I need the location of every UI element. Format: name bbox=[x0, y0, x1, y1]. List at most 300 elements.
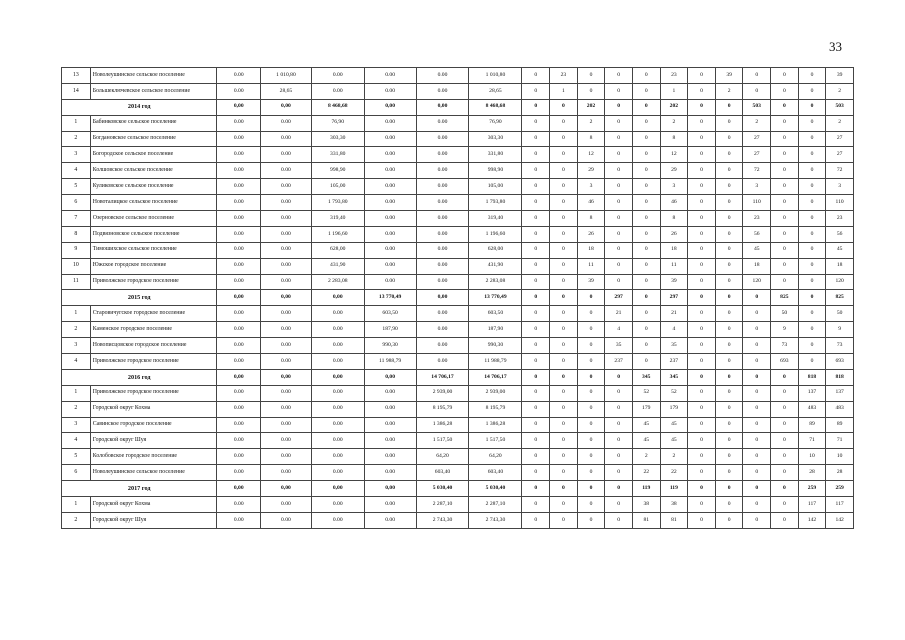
settlement-name: Бабинковское сельское поселение bbox=[90, 115, 217, 131]
value-cell: 0 bbox=[550, 242, 578, 258]
row-number: 1 bbox=[62, 385, 91, 401]
value-cell: 0 bbox=[715, 401, 743, 417]
value-cell: 0 bbox=[577, 497, 605, 513]
value-cell: 38 bbox=[632, 497, 660, 513]
value-cell: 503 bbox=[826, 99, 854, 115]
value-cell: 0 bbox=[522, 354, 550, 370]
value-cell: 0 bbox=[550, 433, 578, 449]
value-cell: 0.00 bbox=[261, 385, 312, 401]
value-cell: 119 bbox=[632, 481, 660, 497]
value-cell: 18 bbox=[660, 242, 688, 258]
table-row bbox=[62, 417, 854, 433]
value-cell: 0.00 bbox=[217, 83, 261, 99]
value-cell: 0.00 bbox=[261, 465, 312, 481]
value-cell: 22 bbox=[660, 465, 688, 481]
value-cell: 331,80 bbox=[311, 147, 364, 163]
value-cell: 0 bbox=[715, 369, 743, 385]
settlement-name: Новописцовское городское поселение bbox=[90, 338, 217, 354]
value-cell: 0.00 bbox=[261, 512, 312, 528]
value-cell: 0 bbox=[798, 290, 826, 306]
value-cell: 0 bbox=[605, 211, 633, 227]
value-cell: 12 bbox=[660, 147, 688, 163]
table-row bbox=[62, 274, 854, 290]
value-cell: 0 bbox=[771, 465, 799, 481]
value-cell: 0 bbox=[522, 115, 550, 131]
value-cell: 0,00 bbox=[261, 99, 312, 115]
value-cell: 0 bbox=[688, 290, 716, 306]
value-cell: 998,90 bbox=[311, 163, 364, 179]
value-cell: 0 bbox=[522, 322, 550, 338]
value-cell: 0 bbox=[550, 258, 578, 274]
value-cell: 2 bbox=[826, 115, 854, 131]
value-cell: 990,30 bbox=[364, 338, 416, 354]
value-cell: 0.00 bbox=[311, 433, 364, 449]
value-cell: 0 bbox=[550, 369, 578, 385]
value-cell: 0 bbox=[632, 258, 660, 274]
table-row bbox=[62, 433, 854, 449]
value-cell: 8 bbox=[577, 211, 605, 227]
value-cell: 0 bbox=[771, 385, 799, 401]
value-cell: 0 bbox=[688, 449, 716, 465]
value-cell: 27 bbox=[826, 131, 854, 147]
value-cell: 345 bbox=[632, 369, 660, 385]
value-cell: 0.00 bbox=[217, 258, 261, 274]
value-cell: 0 bbox=[550, 195, 578, 211]
value-cell: 0 bbox=[550, 401, 578, 417]
row-number: 14 bbox=[62, 83, 91, 99]
value-cell: 0 bbox=[688, 322, 716, 338]
value-cell: 0 bbox=[743, 83, 771, 99]
value-cell: 14 706,17 bbox=[416, 369, 469, 385]
value-cell: 603,40 bbox=[416, 465, 469, 481]
value-cell: 0 bbox=[522, 274, 550, 290]
value-cell: 0 bbox=[522, 242, 550, 258]
value-cell: 0 bbox=[605, 465, 633, 481]
table-row bbox=[62, 147, 854, 163]
value-cell: 0.00 bbox=[364, 274, 416, 290]
row-number: 3 bbox=[62, 417, 91, 433]
value-cell: 0.00 bbox=[217, 497, 261, 513]
value-cell: 0 bbox=[688, 481, 716, 497]
value-cell: 179 bbox=[632, 401, 660, 417]
value-cell: 0 bbox=[688, 226, 716, 242]
value-cell: 0 bbox=[550, 354, 578, 370]
value-cell: 0 bbox=[743, 290, 771, 306]
value-cell: 0.00 bbox=[261, 497, 312, 513]
value-cell: 35 bbox=[605, 338, 633, 354]
value-cell: 0 bbox=[715, 306, 743, 322]
value-cell: 105,00 bbox=[311, 179, 364, 195]
value-cell: 0 bbox=[550, 481, 578, 497]
value-cell: 0 bbox=[688, 433, 716, 449]
value-cell: 137 bbox=[826, 385, 854, 401]
value-cell: 45 bbox=[660, 433, 688, 449]
value-cell: 8 195,79 bbox=[469, 401, 522, 417]
value-cell: 0.00 bbox=[416, 306, 469, 322]
value-cell: 18 bbox=[577, 242, 605, 258]
value-cell: 39 bbox=[826, 68, 854, 84]
value-cell: 27 bbox=[743, 131, 771, 147]
value-cell: 0 bbox=[743, 369, 771, 385]
value-cell: 0.00 bbox=[364, 512, 416, 528]
year-label: 2016 год bbox=[62, 369, 217, 385]
value-cell: 0 bbox=[522, 449, 550, 465]
value-cell: 0.00 bbox=[311, 338, 364, 354]
value-cell: 0 bbox=[632, 179, 660, 195]
table-row bbox=[62, 322, 854, 338]
value-cell: 27 bbox=[826, 147, 854, 163]
value-cell: 0 bbox=[771, 163, 799, 179]
table-row bbox=[62, 465, 854, 481]
value-cell: 0 bbox=[688, 131, 716, 147]
value-cell: 0.00 bbox=[217, 322, 261, 338]
value-cell: 0 bbox=[771, 226, 799, 242]
value-cell: 0 bbox=[771, 433, 799, 449]
value-cell: 0 bbox=[632, 211, 660, 227]
value-cell: 0 bbox=[771, 401, 799, 417]
value-cell: 0 bbox=[771, 481, 799, 497]
value-cell: 0.00 bbox=[261, 401, 312, 417]
value-cell: 0,00 bbox=[364, 99, 416, 115]
settlement-name: Новолеушинское сельское поселение bbox=[90, 68, 217, 84]
value-cell: 0.00 bbox=[217, 354, 261, 370]
value-cell: 0,00 bbox=[416, 290, 469, 306]
row-number: 7 bbox=[62, 211, 91, 227]
value-cell: 1 386,28 bbox=[416, 417, 469, 433]
value-cell: 0 bbox=[522, 417, 550, 433]
table-body bbox=[62, 68, 854, 529]
value-cell: 0 bbox=[522, 401, 550, 417]
value-cell: 89 bbox=[826, 417, 854, 433]
value-cell: 0.00 bbox=[261, 274, 312, 290]
value-cell: 39 bbox=[577, 274, 605, 290]
value-cell: 0.00 bbox=[311, 306, 364, 322]
value-cell: 0.00 bbox=[364, 147, 416, 163]
value-cell: 0 bbox=[798, 274, 826, 290]
settlement-name: Новолеушинское сельское поселение bbox=[90, 465, 217, 481]
value-cell: 0 bbox=[605, 147, 633, 163]
value-cell: 0 bbox=[715, 115, 743, 131]
value-cell: 0.00 bbox=[364, 465, 416, 481]
value-cell: 303,30 bbox=[311, 131, 364, 147]
value-cell: 0 bbox=[771, 211, 799, 227]
value-cell: 187,90 bbox=[469, 322, 522, 338]
value-cell: 3 bbox=[577, 179, 605, 195]
value-cell: 1 793,80 bbox=[469, 195, 522, 211]
value-cell: 0 bbox=[798, 99, 826, 115]
value-cell: 0 bbox=[688, 163, 716, 179]
value-cell: 0.00 bbox=[416, 83, 469, 99]
value-cell: 0.00 bbox=[261, 449, 312, 465]
value-cell: 0.00 bbox=[261, 433, 312, 449]
value-cell: 0 bbox=[715, 433, 743, 449]
value-cell: 0 bbox=[688, 258, 716, 274]
value-cell: 73 bbox=[826, 338, 854, 354]
value-cell: 9 bbox=[771, 322, 799, 338]
value-cell: 0.00 bbox=[217, 385, 261, 401]
value-cell: 998,90 bbox=[469, 163, 522, 179]
value-cell: 0 bbox=[715, 497, 743, 513]
value-cell: 0 bbox=[632, 195, 660, 211]
row-number: 5 bbox=[62, 449, 91, 465]
value-cell: 0 bbox=[632, 274, 660, 290]
value-cell: 0.00 bbox=[364, 226, 416, 242]
table-row bbox=[62, 163, 854, 179]
value-cell: 202 bbox=[577, 99, 605, 115]
table-row bbox=[62, 68, 854, 84]
value-cell: 45 bbox=[660, 417, 688, 433]
value-cell: 0 bbox=[605, 179, 633, 195]
value-cell: 0 bbox=[688, 369, 716, 385]
value-cell: 0 bbox=[605, 163, 633, 179]
value-cell: 0 bbox=[771, 131, 799, 147]
year-total-row bbox=[62, 290, 854, 306]
value-cell: 119 bbox=[660, 481, 688, 497]
value-cell: 89 bbox=[798, 417, 826, 433]
table-row bbox=[62, 354, 854, 370]
value-cell: 0.00 bbox=[261, 417, 312, 433]
value-cell: 0 bbox=[743, 465, 771, 481]
value-cell: 0 bbox=[605, 131, 633, 147]
value-cell: 72 bbox=[826, 163, 854, 179]
value-cell: 0 bbox=[550, 338, 578, 354]
value-cell: 0 bbox=[743, 338, 771, 354]
value-cell: 483 bbox=[798, 401, 826, 417]
value-cell: 0 bbox=[577, 481, 605, 497]
value-cell: 0.00 bbox=[261, 163, 312, 179]
value-cell: 0 bbox=[550, 211, 578, 227]
value-cell: 0 bbox=[605, 401, 633, 417]
table-row bbox=[62, 338, 854, 354]
value-cell: 0 bbox=[605, 226, 633, 242]
row-number: 13 bbox=[62, 68, 91, 84]
value-cell: 46 bbox=[577, 195, 605, 211]
value-cell: 303,30 bbox=[469, 131, 522, 147]
value-cell: 0 bbox=[522, 131, 550, 147]
value-cell: 0 bbox=[522, 83, 550, 99]
value-cell: 0 bbox=[605, 417, 633, 433]
value-cell: 0 bbox=[688, 354, 716, 370]
value-cell: 0 bbox=[771, 83, 799, 99]
table-row bbox=[62, 497, 854, 513]
value-cell: 0 bbox=[550, 274, 578, 290]
value-cell: 0 bbox=[688, 99, 716, 115]
value-cell: 23 bbox=[660, 68, 688, 84]
value-cell: 603,50 bbox=[469, 306, 522, 322]
value-cell: 0 bbox=[577, 433, 605, 449]
value-cell: 0.00 bbox=[311, 449, 364, 465]
value-cell: 0 bbox=[550, 449, 578, 465]
value-cell: 38 bbox=[660, 497, 688, 513]
value-cell: 818 bbox=[798, 369, 826, 385]
value-cell: 0 bbox=[550, 131, 578, 147]
value-cell: 0,00 bbox=[311, 369, 364, 385]
value-cell: 0 bbox=[632, 290, 660, 306]
value-cell: 45 bbox=[743, 242, 771, 258]
settlement-name: Большеключевское сельское поселение bbox=[90, 83, 217, 99]
table-row bbox=[62, 512, 854, 528]
value-cell: 0 bbox=[577, 322, 605, 338]
value-cell: 0,00 bbox=[261, 481, 312, 497]
settlement-name: Приволжское городское поселение bbox=[90, 354, 217, 370]
table-row bbox=[62, 226, 854, 242]
value-cell: 0 bbox=[550, 385, 578, 401]
value-cell: 0.00 bbox=[364, 131, 416, 147]
value-cell: 0 bbox=[743, 401, 771, 417]
row-number: 8 bbox=[62, 226, 91, 242]
value-cell: 8 bbox=[660, 131, 688, 147]
value-cell: 0.00 bbox=[416, 226, 469, 242]
value-cell: 0 bbox=[715, 226, 743, 242]
value-cell: 73 bbox=[771, 338, 799, 354]
value-cell: 0 bbox=[605, 83, 633, 99]
value-cell: 0 bbox=[743, 449, 771, 465]
value-cell: 0 bbox=[605, 68, 633, 84]
value-cell: 0.00 bbox=[217, 401, 261, 417]
value-cell: 0 bbox=[605, 258, 633, 274]
value-cell: 0 bbox=[715, 274, 743, 290]
value-cell: 0 bbox=[771, 115, 799, 131]
row-number: 4 bbox=[62, 163, 91, 179]
value-cell: 0 bbox=[577, 465, 605, 481]
value-cell: 50 bbox=[826, 306, 854, 322]
value-cell: 2 bbox=[743, 115, 771, 131]
value-cell: 0.00 bbox=[217, 433, 261, 449]
value-cell: 105,00 bbox=[469, 179, 522, 195]
value-cell: 0 bbox=[715, 354, 743, 370]
value-cell: 0 bbox=[522, 211, 550, 227]
value-cell: 29 bbox=[577, 163, 605, 179]
value-cell: 0 bbox=[632, 354, 660, 370]
value-cell: 0 bbox=[522, 163, 550, 179]
value-cell: 8 195,79 bbox=[416, 401, 469, 417]
value-cell: 0 bbox=[577, 306, 605, 322]
value-cell: 0 bbox=[771, 242, 799, 258]
year-total-row bbox=[62, 99, 854, 115]
value-cell: 0 bbox=[771, 497, 799, 513]
value-cell: 0 bbox=[632, 83, 660, 99]
value-cell: 0.00 bbox=[261, 338, 312, 354]
value-cell: 0 bbox=[798, 83, 826, 99]
value-cell: 2 bbox=[660, 115, 688, 131]
value-cell: 0.00 bbox=[416, 274, 469, 290]
value-cell: 2 287,10 bbox=[416, 497, 469, 513]
value-cell: 0.00 bbox=[416, 147, 469, 163]
page-number: 33 bbox=[829, 39, 842, 54]
value-cell: 0 bbox=[550, 147, 578, 163]
value-cell: 0.00 bbox=[364, 115, 416, 131]
value-cell: 56 bbox=[826, 226, 854, 242]
value-cell: 0 bbox=[715, 465, 743, 481]
value-cell: 0 bbox=[632, 115, 660, 131]
value-cell: 2 bbox=[826, 83, 854, 99]
row-number: 1 bbox=[62, 497, 91, 513]
value-cell: 0,00 bbox=[261, 290, 312, 306]
value-cell: 110 bbox=[743, 195, 771, 211]
value-cell: 2 283,08 bbox=[469, 274, 522, 290]
value-cell: 603,40 bbox=[469, 465, 522, 481]
value-cell: 1 517,50 bbox=[416, 433, 469, 449]
value-cell: 0.00 bbox=[311, 401, 364, 417]
value-cell: 11 bbox=[577, 258, 605, 274]
value-cell: 0 bbox=[577, 417, 605, 433]
value-cell: 39 bbox=[715, 68, 743, 84]
value-cell: 2 743,30 bbox=[469, 512, 522, 528]
table-row bbox=[62, 83, 854, 99]
value-cell: 319,40 bbox=[469, 211, 522, 227]
value-cell: 0 bbox=[771, 258, 799, 274]
value-cell: 0 bbox=[771, 449, 799, 465]
value-cell: 0 bbox=[577, 512, 605, 528]
value-cell: 0 bbox=[522, 306, 550, 322]
value-cell: 0.00 bbox=[261, 306, 312, 322]
value-cell: 2 939,00 bbox=[469, 385, 522, 401]
value-cell: 0 bbox=[605, 385, 633, 401]
value-cell: 0 bbox=[688, 401, 716, 417]
value-cell: 0.00 bbox=[311, 354, 364, 370]
value-cell: 297 bbox=[605, 290, 633, 306]
value-cell: 187,90 bbox=[364, 322, 416, 338]
value-cell: 0 bbox=[605, 369, 633, 385]
value-cell: 0 bbox=[522, 290, 550, 306]
value-cell: 0 bbox=[550, 226, 578, 242]
row-number: 9 bbox=[62, 242, 91, 258]
value-cell: 0 bbox=[688, 195, 716, 211]
value-cell: 14 706,17 bbox=[469, 369, 522, 385]
settlement-name: Приволжское городское поселение bbox=[90, 385, 217, 401]
value-cell: 237 bbox=[660, 354, 688, 370]
settlement-name: Куликовское сельское поселение bbox=[90, 179, 217, 195]
value-cell: 1 010,80 bbox=[469, 68, 522, 84]
value-cell: 1 196,60 bbox=[469, 226, 522, 242]
value-cell: 9 bbox=[826, 322, 854, 338]
value-cell: 693 bbox=[826, 354, 854, 370]
value-cell: 28,65 bbox=[469, 83, 522, 99]
value-cell: 142 bbox=[798, 512, 826, 528]
value-cell: 0 bbox=[550, 306, 578, 322]
value-cell: 39 bbox=[660, 274, 688, 290]
settlement-name: Колшовское сельское поселение bbox=[90, 163, 217, 179]
value-cell: 8 468,68 bbox=[469, 99, 522, 115]
value-cell: 0.00 bbox=[416, 68, 469, 84]
value-cell: 18 bbox=[743, 258, 771, 274]
value-cell: 0.00 bbox=[416, 322, 469, 338]
value-cell: 52 bbox=[660, 385, 688, 401]
value-cell: 120 bbox=[743, 274, 771, 290]
value-cell: 0 bbox=[522, 497, 550, 513]
value-cell: 0.00 bbox=[416, 258, 469, 274]
value-cell: 0 bbox=[715, 242, 743, 258]
value-cell: 71 bbox=[798, 433, 826, 449]
value-cell: 5 030,40 bbox=[416, 481, 469, 497]
value-cell: 0 bbox=[550, 163, 578, 179]
value-cell: 0 bbox=[743, 322, 771, 338]
value-cell: 0.00 bbox=[261, 242, 312, 258]
value-cell: 64,20 bbox=[469, 449, 522, 465]
value-cell: 11 bbox=[660, 258, 688, 274]
value-cell: 45 bbox=[632, 417, 660, 433]
value-cell: 0 bbox=[798, 147, 826, 163]
value-cell: 0 bbox=[688, 306, 716, 322]
value-cell: 0.00 bbox=[364, 497, 416, 513]
table-row bbox=[62, 449, 854, 465]
value-cell: 0,00 bbox=[217, 481, 261, 497]
value-cell: 0 bbox=[688, 274, 716, 290]
value-cell: 0 bbox=[550, 512, 578, 528]
value-cell: 0.00 bbox=[217, 211, 261, 227]
value-cell: 0 bbox=[522, 481, 550, 497]
value-cell: 0 bbox=[550, 179, 578, 195]
